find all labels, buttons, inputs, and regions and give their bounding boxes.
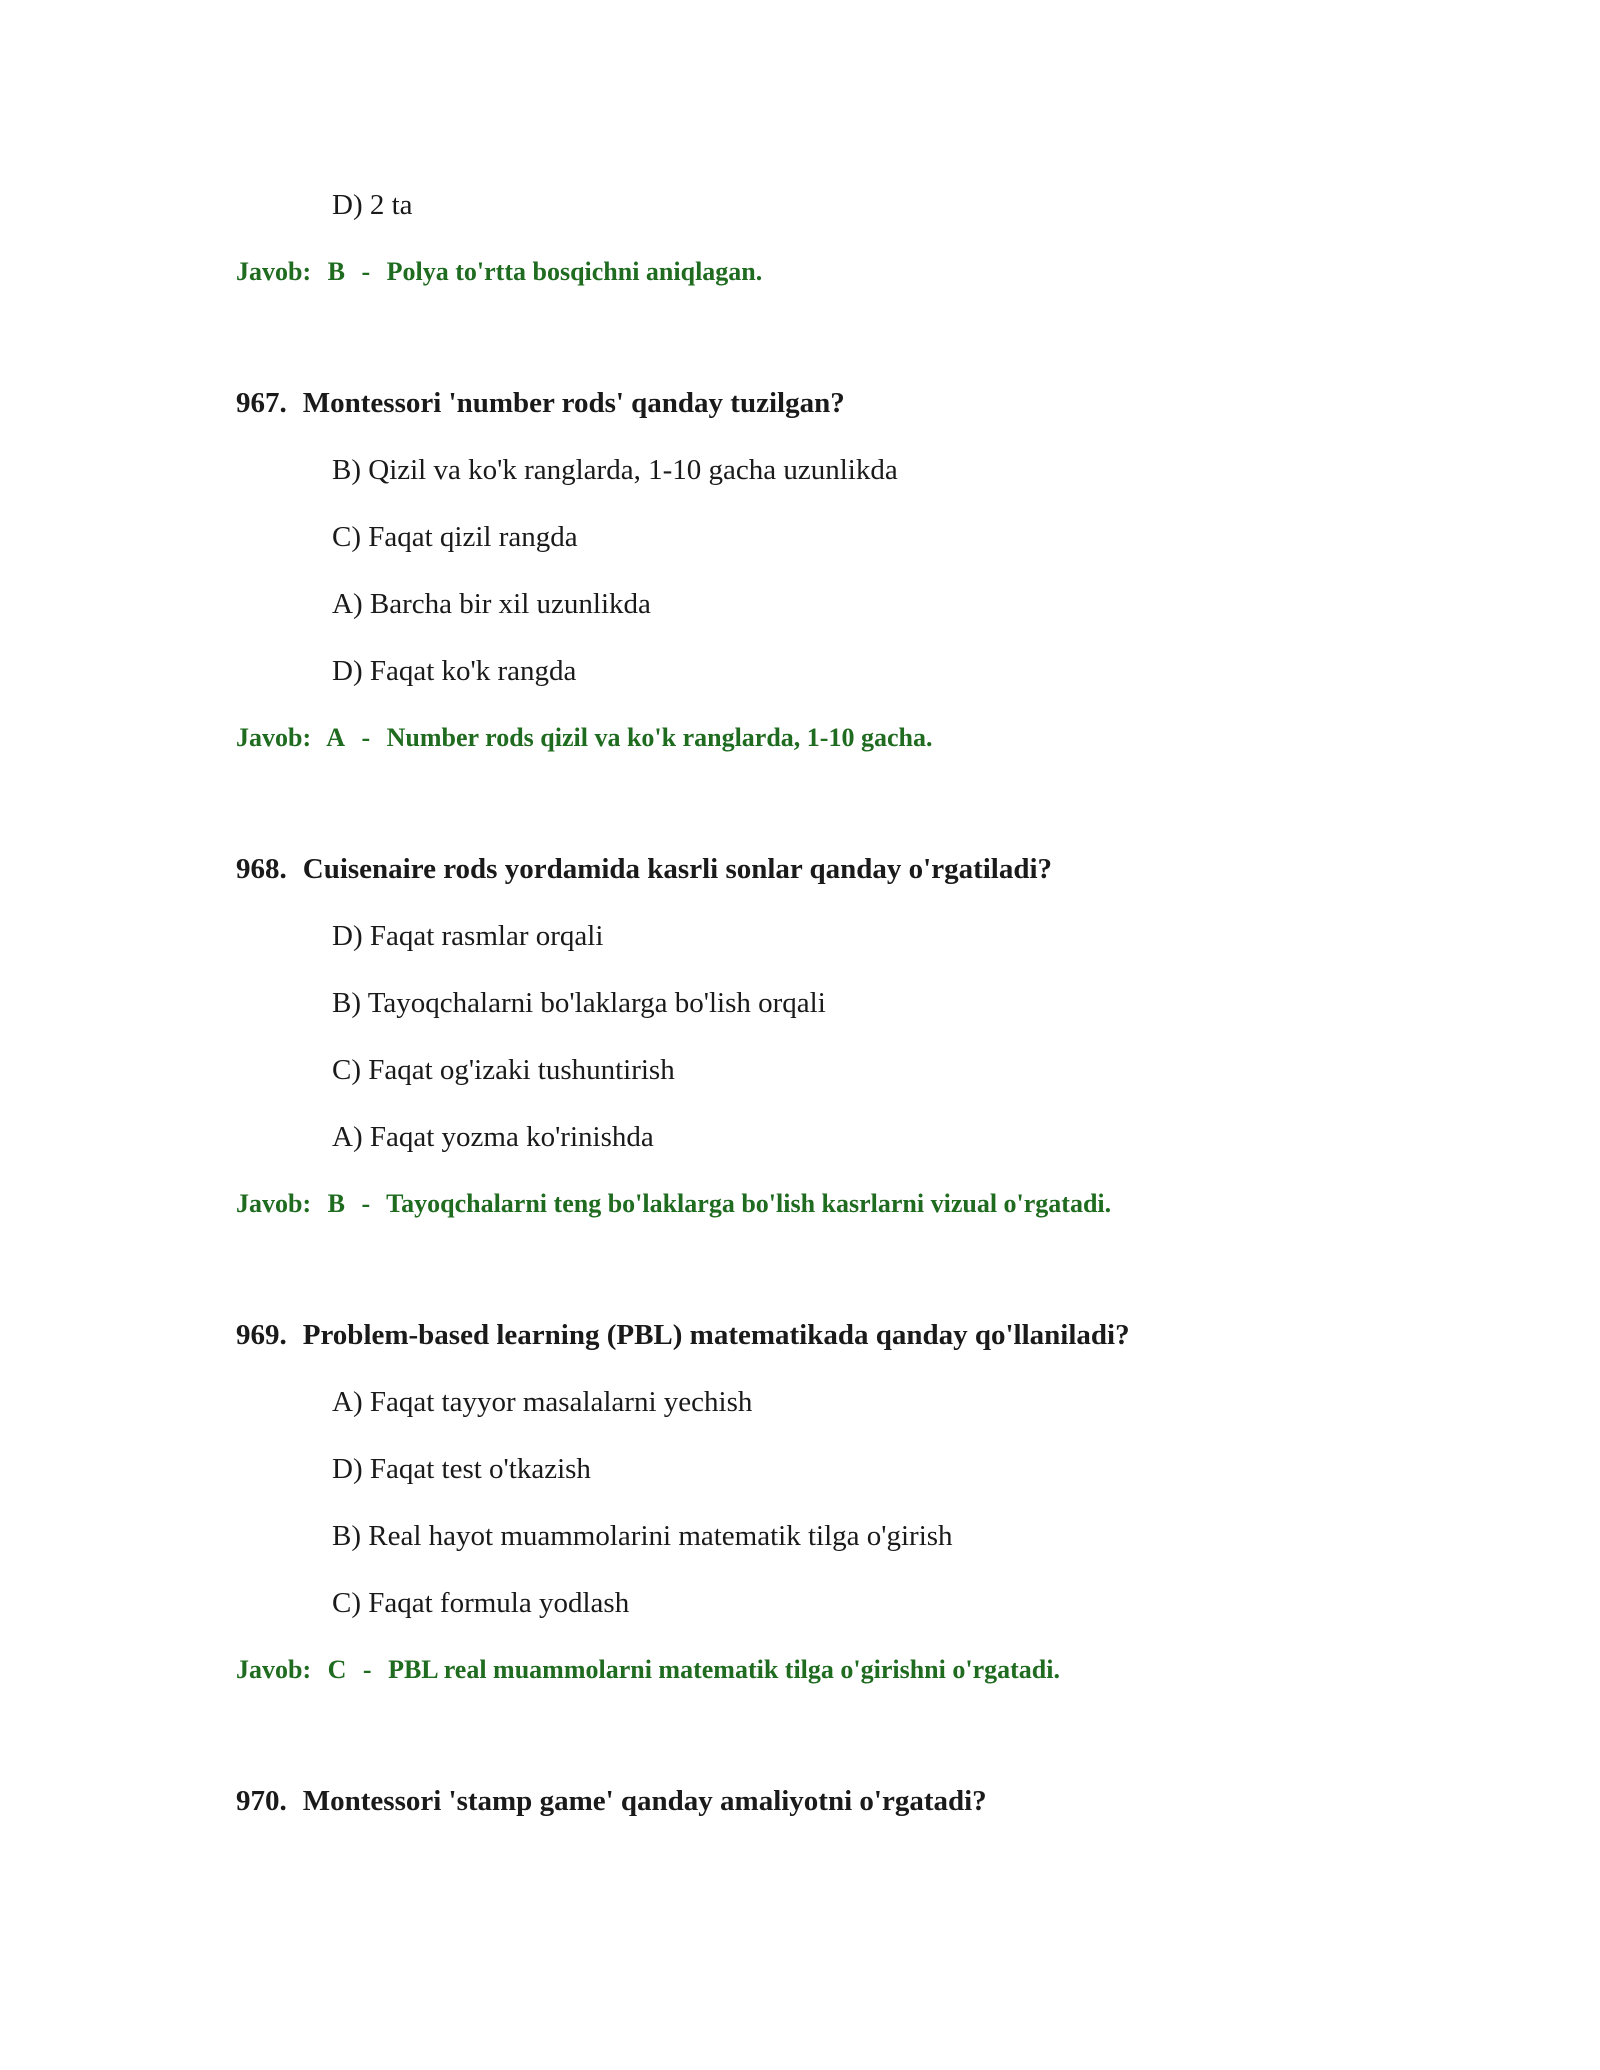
answer-letter: C: [327, 1655, 347, 1684]
option-item: A) Faqat tayyor masalalarni yechish: [332, 1386, 753, 1418]
question-title: [236, 1783, 987, 1819]
answer-letter: A: [326, 723, 345, 752]
answer-line: [236, 720, 932, 756]
option-item: B) Real hayot muammolarini matematik tilga o'girish: [332, 1520, 953, 1552]
answer-prefix: Javob:: [236, 723, 312, 752]
answer-letter: B: [327, 1189, 345, 1218]
option-item: D) Faqat ko'k rangda: [332, 655, 577, 687]
option-item: C) Faqat og'izaki tushuntirish: [332, 1054, 675, 1086]
option-item: C) Faqat qizil rangda: [332, 521, 578, 553]
option-item: D) Faqat rasmlar orqali: [332, 920, 604, 952]
answer-explanation: Tayoqchalarni teng bo'laklarga bo'lish kasrlarni vizual o'rgatadi.: [386, 1189, 1112, 1218]
answer-explanation: Polya to'rtta bosqichni aniqlagan.: [386, 257, 763, 286]
answer-line: [236, 254, 762, 290]
answer-explanation: PBL real muammolarni matematik tilga o'girishni o'rgatadi.: [388, 1655, 1060, 1684]
question-text: Problem-based learning (PBL) matematikada qanday qo'llaniladi?: [302, 1319, 1130, 1351]
answer-prefix: Javob:: [236, 257, 312, 286]
answer-line: [236, 1652, 1060, 1688]
answer-prefix: Javob:: [236, 1189, 312, 1218]
answer-dash: -: [361, 1189, 371, 1218]
answer-explanation: Number rods qizil va ko'k ranglarda, 1-10 gacha.: [386, 723, 933, 752]
answer-dash: -: [362, 1655, 372, 1684]
question-number: 968.: [236, 853, 287, 885]
question-number: 967.: [236, 387, 287, 419]
option-item: D) 2 ta: [332, 189, 413, 221]
option-item: A) Barcha bir xil uzunlikda: [332, 588, 651, 620]
question-title: [236, 851, 1052, 887]
option-item: B) Tayoqchalarni bo'laklarga bo'lish orqali: [332, 987, 826, 1019]
option-item: A) Faqat yozma ko'rinishda: [332, 1121, 654, 1153]
answer-dash: -: [361, 723, 371, 752]
question-text: Montessori 'stamp game' qanday amaliyotni o'rgatadi?: [302, 1785, 987, 1817]
answer-letter: B: [327, 257, 345, 286]
question-text: Cuisenaire rods yordamida kasrli sonlar qanday o'rgatiladi?: [302, 853, 1053, 885]
option-item: C) Faqat formula yodlash: [332, 1587, 630, 1619]
answer-dash: -: [361, 257, 371, 286]
question-number: 969.: [236, 1319, 287, 1351]
question-text: Montessori 'number rods' qanday tuzilgan?: [302, 387, 845, 419]
question-title: [236, 1317, 1130, 1353]
question-title: [236, 385, 845, 421]
answer-prefix: Javob:: [236, 1655, 312, 1684]
question-number: 970.: [236, 1785, 287, 1817]
option-item: D) Faqat test o'tkazish: [332, 1453, 591, 1485]
answer-line: [236, 1186, 1111, 1222]
option-item: B) Qizil va ko'k ranglarda, 1-10 gacha uzunlikda: [332, 454, 898, 486]
